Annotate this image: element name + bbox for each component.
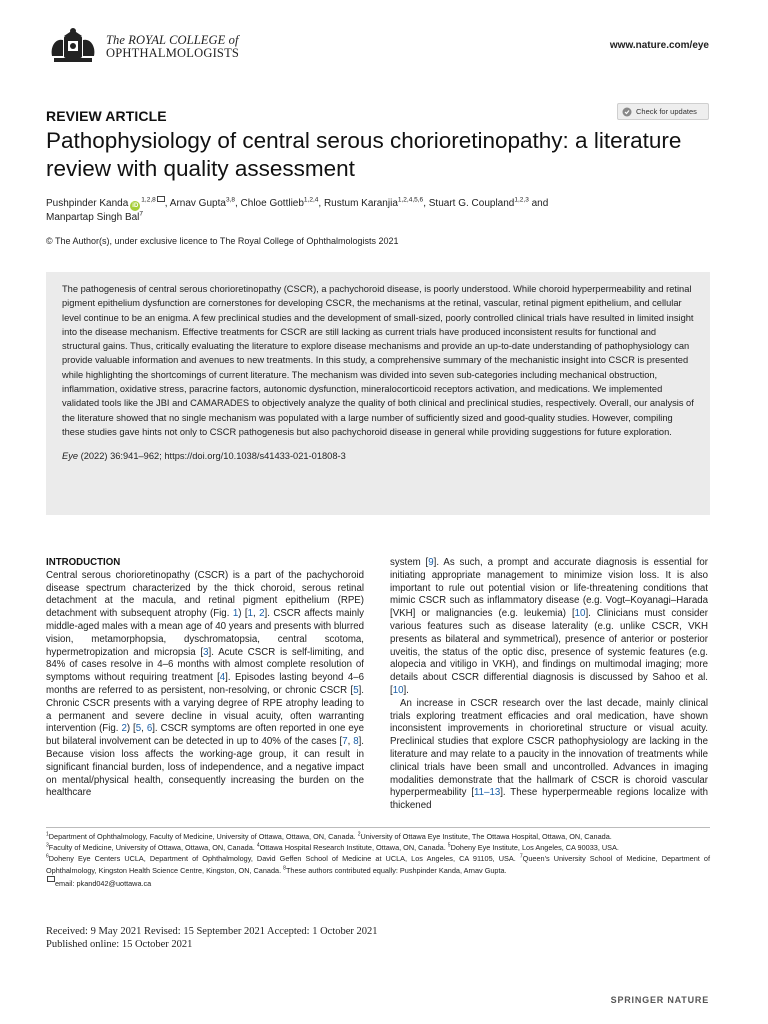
author-name[interactable]: Rustum Karanjia — [323, 198, 398, 209]
reference-link[interactable]: 7 — [342, 736, 348, 748]
article-type-label: REVIEW ARTICLE — [46, 108, 167, 124]
author-affiliation: 1,2,8 — [141, 196, 156, 204]
affiliations-footnote: $^1$Department of Ophthalmology, Faculty of Medicine, University of Ottawa, Ottawa, ON, Canada. $^2$University of Ottawa Eye Institute, The Ottawa Hospital, Ottawa, ON, Canada. $^3$Faculty of Medicine, University of Ottawa, Ottawa, ON, Canada. $^4$Ottawa Hospital Research Institute, Ottawa, ON, Canada. $^5$Doheny Eye Institute, Los Angeles, CA 90033, USA. $^6$Doheny Eye Centers UCLA, Department of Ophthalmology, David Geffen School of Medicine at UCLA, Los Angeles, CA 91105, USA. $^7$Queen's University School of Medicine, Department of Ophthalmology, Kingston Health Science Centre, Kingston, ON, Canada. $^8$These authors contributed equally: Pushpinder Kanda, Arnav Gupta. email: pkand042@uottawa.ca — [46, 831, 710, 888]
author-affiliation: 7 — [139, 210, 144, 218]
reference-link[interactable]: 2 — [259, 608, 265, 620]
copyright-notice: © The Author(s), under exclusive licence to The Royal College of Ophthalmologists 2021 — [46, 236, 399, 246]
author-affiliation: 1,2,4 — [303, 196, 319, 204]
reference-link[interactable]: 5 — [353, 684, 359, 696]
article-dates — [46, 925, 378, 951]
email-icon — [47, 876, 55, 882]
check-updates-label: Check for updates — [636, 107, 697, 116]
author-name[interactable]: Arnav Gupta — [169, 198, 226, 209]
received-revised-accepted-dates: Received: 9 May 2021 Revised: 15 September 2021 Accepted: 1 October 2021 — [46, 926, 378, 937]
citation-details[interactable]: (2022) 36:941–962; https://doi.org/10.1038/s41433-021-01808-3 — [78, 451, 346, 462]
reference-link[interactable]: 1 — [247, 608, 253, 620]
footnote-divider — [46, 827, 710, 828]
abstract-box — [46, 272, 710, 515]
published-date: Published online: 15 October 2021 — [46, 939, 193, 950]
author-name[interactable]: Stuart G. Coupland — [428, 198, 515, 209]
body-column-right — [390, 557, 708, 813]
citation-line — [62, 451, 694, 461]
coat-of-arms-icon — [46, 26, 100, 68]
intro-paragraph-2: An increase in CSCR research over the last decade, mainly clinical trials exploring treatment efficacies and oral medication, have shown inconsistent improvements in chorioretinal structure or visual acuity. Preclinical studies that explore CSCR pathophysiology are lacking in the literature and may relate to a paucity in the innovation of treatments while clinical trials have been small and uncontrolled. Advances in imaging modalities demonstrate that the hallmark of CSCR is choroid vascular hyperpermeability [11–13]. These hyperpermeable regions localize with thickened — [390, 697, 708, 812]
reference-link[interactable]: 6 — [146, 723, 153, 735]
publisher-logo: SPRINGER NATURE — [610, 995, 709, 1005]
reference-link[interactable]: 10 — [392, 684, 404, 696]
orcid-icon[interactable]: iD — [132, 203, 139, 209]
author-name[interactable]: Chloe Gottlieb — [240, 198, 304, 209]
email-icon[interactable] — [157, 196, 165, 202]
reference-link[interactable]: 9 — [428, 557, 434, 568]
citation-journal: Eye — [62, 451, 79, 462]
logo-line-1: The ROYAL COLLEGE of — [106, 32, 239, 47]
reference-link[interactable]: 8 — [353, 736, 359, 748]
journal-logo — [46, 26, 239, 68]
abstract-text: The pathogenesis of central serous chorioretinopathy (CSCR), a pachychoroid disease, is poorly understood. While choroid hyperpermeability and retinal pigment epithelium dysfunction are cornerstones for developing CSCR, the mechanisms at the retinal, vascular, retinal pigment epithelium, and cellular level continue to be an enigma. A few preclinical studies and the development of small-sized, poorly controlled clinical trials have resulted in limited insight into the disease mechanism. Effective treatments for CSCR are still lacking as current trials have produced inconsistent results for functional and structural gains. Thus, critically evaluating the literature to explore disease mechanisms and provide an up-to-date understanding of pathophysiology can provide valuable information and avenues to new treatments. In this study, a comprehensive summary of the mechanistic insight into CSCR is presented while highlighting the shortcomings of current literature. The mechanism was divided into seven sub-categories including mechanical obstruction, inflammation, oxidative stress, paracrine factors, autonomic dysfunction, mineralocorticoid receptors activation, and medications. We implemented validated tools like the JBI and CAMARADES to objectively analyze the quality of both clinical and preclinical studies, respectively. Overall, our analysis of the literature showed that no single mechanism was populated with a large number of sufficiently sized and good-quality studies. However, compiling these studies gave hints not only to CSCR pathogenesis but also pachychoroid disease in general while providing suggestions for future exploration. — [62, 284, 694, 437]
author-name[interactable]: Pushpinder Kanda — [46, 198, 129, 209]
corresponding-email[interactable]: email: pkand042@uottawa.ca — [55, 878, 152, 888]
body-column-left — [46, 557, 364, 800]
reference-link[interactable]: 10 — [574, 608, 586, 620]
article-title: Pathophysiology of central serous chorioretinopathy: a literature review with quality assessment — [46, 128, 682, 181]
author-affiliation: 1,2,4,5,6 — [397, 196, 424, 204]
reference-link[interactable]: 11–13 — [474, 787, 501, 799]
intro-paragraph-1: Central serous chorioretinopathy (CSCR) is a part of the pachychoroid disease spectrum characterized by the thick choroid, serous retinal detachment at the macula, and retinal pigment epithelium (RPE) detachment with subsequent atrophy (Fig. 1) [1, 2]. CSCR affects mainly middle-aged males with a mean age of 40 years and presents with blurred vision, metamorphopsia, dyschromatopsia, central scotoma, hypermetropization and micropsia [3]. Acute CSCR is self-limiting, and 84% of cases resolve in 4–6 months with almost complete resolution of symptoms without requiring treatment [4]. Episodes lasting beyond 4–6 months are referred to as persistent, non-resolving, or chronic CSCR [5]. Chronic CSCR presents with a varying degree of RPE atrophy leading to a permanent and severe decline in visual acuity, often warranting intervention (Fig. 2) [5, 6]. CSCR symptoms are often reported in one eye but bilateral involvement can be detected in up to 40% of the cases [7, 8]. Because vision loss affects the working-age group, it can result in significant financial burden, loss of independence, and a negative impact on mental/physical health, consequently increasing the burden on the healthcare — [46, 569, 365, 799]
author-list: Pushpinder Kanda iD$^{1,2,8}$ , Arnav Gupta$^{3,8}$, Chloe Gottlieb$^{1,2,4}$, Rustum Karanjia$^{1,2,4,5,6}$, Stuart G. Coupland$^{1,2,3}$ and Manpartap Singh Bal$^7$ — [46, 196, 549, 223]
reference-link[interactable]: 5 — [135, 723, 142, 735]
reference-link[interactable]: 3 — [203, 646, 209, 658]
logo-line-2: OPHTHALMOLOGISTS — [106, 46, 240, 60]
intro-paragraph-1-continued: system [9]. As such, a prompt and accurate diagnosis is essential for initiating appropriate management to minimize vision loss. It is also important to rule out potential vision or life-threatening conditions that mimic CSCR such as inflammatory disease (e.g. Vogt–Koyanagi–Harada [VKH] or malignancies (e.g. leukemia) [10]. Clinicians must consider various features such as disease laterality (e.g. unlike CSCR, VKH presents as bilateral and symmetrical), presence of anterior or posterior uveitis, the status of the optic disc, presence of systemic features (e.g. alopecia and vitiligo in VKH), and findings on multimodal imaging; more details about CSCR differential diagnosis is discussed by Sahoo et al. [10]. — [390, 557, 708, 696]
figure-link[interactable]: 2 — [121, 723, 127, 735]
authors-conjunction: and — [531, 198, 549, 209]
check-updates-icon — [622, 107, 632, 117]
author-name[interactable]: Manpartap Singh Bal — [46, 212, 140, 223]
journal-url-link[interactable]: www.nature.com/eye — [609, 40, 709, 51]
section-heading-introduction: INTRODUCTION — [46, 557, 121, 568]
author-affiliation: 1,2,3 — [514, 196, 529, 204]
author-affiliation: 3,8 — [225, 196, 235, 204]
reference-link[interactable]: 4 — [219, 672, 226, 684]
check-for-updates-button[interactable] — [617, 103, 709, 120]
figure-link[interactable]: 1 — [232, 608, 239, 620]
